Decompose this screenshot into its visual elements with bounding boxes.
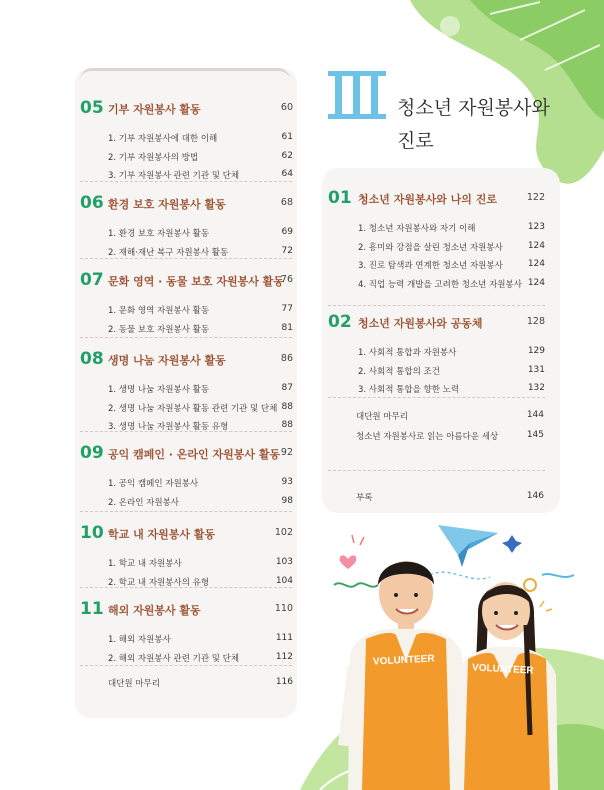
toc-item[interactable]: [80, 301, 293, 320]
toc-item[interactable]: [80, 573, 293, 592]
toc-item-label: 1. 공익 캠페인 자원봉사: [108, 479, 199, 489]
heart-icon: [340, 555, 357, 569]
chapter-number: 01: [328, 188, 352, 208]
toc-item-page: 62: [281, 150, 293, 161]
chapter-heading[interactable]: [80, 443, 293, 465]
appendix-item[interactable]: 부록 146: [356, 491, 544, 503]
chapter-number: 05: [80, 98, 104, 118]
chapter-items: [80, 129, 293, 185]
chapter-page: 60: [280, 102, 293, 113]
unit-title-line1: 청소년 자원봉사와: [397, 97, 550, 119]
chapter-number: 07: [80, 270, 104, 290]
toc-item[interactable]: [328, 256, 545, 275]
toc-item[interactable]: [328, 343, 545, 362]
toc-item[interactable]: [80, 493, 293, 512]
toc-item-page: 111: [275, 633, 293, 643]
left-divider-2: [80, 337, 292, 338]
toc-item-label: 2. 동물 보호 자원봉사 활동: [108, 324, 210, 335]
chapter-heading[interactable]: [80, 523, 293, 545]
toc-item-label: 3. 기부 자원봉사 관련 기관 및 단체: [108, 171, 240, 181]
unit-title-line2: 진로: [397, 130, 434, 152]
toc-item-label: 1. 생명 나눔 자원봉사 활동: [108, 385, 210, 395]
chapter-number: 11: [80, 599, 104, 619]
toc-item-page: 88: [281, 401, 293, 412]
left-divider-5: [80, 587, 292, 588]
toc-item[interactable]: [80, 417, 293, 436]
right-chapter-0: [328, 188, 545, 293]
toc-item-page: 61: [281, 132, 293, 142]
toc-item-page: 77: [281, 304, 293, 314]
chapter-items: [328, 343, 545, 399]
toc-item-page: 72: [281, 245, 293, 256]
left-divider-last: [80, 665, 292, 666]
toc-item[interactable]: [328, 275, 545, 294]
chapter-0: [80, 98, 293, 185]
chapter-page: 128: [526, 316, 545, 327]
right-divider-2: [328, 397, 545, 398]
right-divider-3: [328, 470, 545, 471]
chapter-page: 110: [274, 603, 293, 614]
toc-item-page: 103: [275, 557, 293, 567]
chapter-heading[interactable]: [80, 599, 293, 621]
toc-item[interactable]: [80, 224, 293, 243]
toc-item-label: 1. 환경 보호 자원봉사 활동: [108, 229, 210, 239]
chapter-heading[interactable]: [328, 312, 545, 334]
toc-item[interactable]: [328, 362, 545, 381]
toc-item-page: 129: [527, 346, 545, 356]
toc-item-page: 104: [275, 575, 293, 586]
chapter-title: 공익 캠페인 · 온라인 자원봉사 활동: [108, 448, 281, 461]
chapter-heading[interactable]: [328, 188, 545, 210]
toc-item-label: 2. 학교 내 자원봉사의 유형: [108, 577, 210, 588]
chapter-items: [80, 554, 293, 591]
panel-top-bar: [80, 68, 290, 89]
toc-item-page: 124: [527, 277, 545, 288]
chapter-page: 102: [274, 527, 293, 538]
chapter-page: 92: [280, 447, 293, 458]
toc-item-page: 124: [527, 259, 545, 269]
chapter-number: 06: [80, 193, 104, 213]
toc-item-label: 1. 문화 영역 자원봉사 활동: [108, 306, 210, 316]
chapter-2: [80, 270, 293, 338]
volunteer-illustration: [330, 515, 604, 790]
chapter-title: 청소년 자원봉사와 공동체: [358, 317, 483, 330]
chapter-page: 122: [526, 192, 545, 203]
left-divider-4: [80, 511, 292, 512]
chapter-items: [80, 380, 293, 436]
vest-label-boy: VOLUNTEER: [372, 653, 435, 668]
chapter-page: 86: [280, 353, 293, 364]
chapter-items: [328, 219, 545, 293]
chapter-heading[interactable]: [80, 349, 293, 371]
girl-figure: [454, 582, 558, 790]
left-divider-0: [80, 181, 292, 182]
toc-item-label: 3. 진로 탐색과 연계한 청소년 자원봉사: [358, 261, 503, 271]
chapter-items: [80, 474, 293, 511]
chapter-4: [80, 443, 293, 511]
toc-item-label: 2. 흥미와 강점을 살린 청소년 자원봉사: [358, 242, 503, 253]
toc-item-page: 123: [527, 222, 545, 232]
toc-item-page: 88: [281, 420, 293, 430]
toc-item-page: 87: [281, 383, 293, 393]
chapter-1: [80, 193, 293, 261]
chapter-5: [80, 523, 293, 591]
toc-item-label: 2. 생명 나눔 자원봉사 활동 관련 기관 및 단체: [108, 403, 278, 414]
toc-item-page: 93: [281, 477, 293, 487]
toc-item[interactable]: [328, 380, 545, 399]
chapter-items: [80, 301, 293, 338]
vest-label-girl: VOLUNTEER: [471, 662, 534, 677]
toc-item[interactable]: [80, 554, 293, 573]
toc-item-page: 64: [281, 169, 293, 179]
toc-item-label: 1. 사회적 통합과 자원봉사: [358, 348, 457, 358]
right-reading-item[interactable]: 청소년 자원봉사로 읽는 아름다운 세상 145: [356, 430, 544, 442]
toc-item[interactable]: [80, 148, 293, 167]
toc-item-page: 131: [527, 364, 545, 375]
toc-item-label: 2. 해외 자원봉사 관련 기관 및 단체: [108, 653, 240, 664]
unit-roman-numeral: [326, 70, 388, 120]
chapter-heading[interactable]: [80, 98, 293, 120]
toc-item-label: 2. 사회적 통합의 조건: [358, 366, 440, 377]
right-review-item[interactable]: 대단원 마무리 144: [356, 410, 544, 422]
toc-item-label: 3. 생명 나눔 자원봉사 활동 유형: [108, 422, 229, 432]
toc-item[interactable]: [80, 630, 293, 649]
paper-plane-icon: [438, 525, 498, 567]
toc-item-label: 1. 청소년 자원봉사와 자기 이해: [358, 224, 476, 234]
toc-item-label: 2. 온라인 자원봉사: [108, 497, 179, 508]
unit-title: [397, 92, 550, 158]
toc-item[interactable]: [80, 380, 293, 399]
chapter-number: 09: [80, 443, 104, 463]
chapter-title: 생명 나눔 자원봉사 활동: [108, 354, 226, 367]
chapter-items: [80, 630, 293, 667]
chapter-3: [80, 349, 293, 436]
toc-item-page: 81: [281, 322, 293, 333]
right-chapter-1: [328, 312, 545, 399]
toc-item-label: 2. 재해·재난 복구 자원봉사 활동: [108, 247, 229, 258]
toc-item[interactable]: [80, 474, 293, 493]
toc-item-label: 1. 해외 자원봉사: [108, 635, 171, 645]
left-divider-3: [80, 431, 292, 432]
toc-item-label: 4. 직업 능력 개발을 고려한 청소년 자원봉사: [358, 279, 522, 290]
toc-item[interactable]: [80, 399, 293, 418]
chapter-page: 68: [280, 197, 293, 208]
toc-item-label: 2. 기부 자원봉사의 방법: [108, 152, 199, 163]
toc-item-page: 132: [527, 383, 545, 393]
chapter-title: 청소년 자원봉사와 나의 진로: [358, 193, 497, 206]
chapter-heading[interactable]: [80, 193, 293, 215]
toc-item-label: 1. 기부 자원봉사에 대한 이해: [108, 134, 218, 144]
toc-item[interactable]: [80, 320, 293, 339]
toc-item-page: 69: [281, 227, 293, 237]
chapter-title: 환경 보호 자원봉사 활동: [108, 198, 226, 211]
left-divider-1: [80, 258, 292, 259]
toc-item-page: 112: [275, 651, 293, 662]
chapter-number: 08: [80, 349, 104, 369]
chapter-number: 10: [80, 523, 104, 543]
chapter-title: 해외 자원봉사 활동: [108, 604, 201, 617]
toc-item-label: 3. 사회적 통합을 향한 노력: [358, 385, 460, 395]
toc-item[interactable]: [328, 219, 545, 238]
toc-item-label: 1. 학교 내 자원봉사: [108, 559, 182, 569]
toc-item-page: 98: [281, 495, 293, 506]
toc-item[interactable]: [328, 238, 545, 257]
chapter-items: [80, 224, 293, 261]
toc-item-page: 124: [527, 240, 545, 251]
chapter-title: 문화 영역 · 동물 보호 자원봉사 활동: [108, 275, 284, 288]
chapter-heading[interactable]: [80, 270, 293, 292]
right-divider-1: [328, 305, 545, 306]
toc-item[interactable]: [80, 129, 293, 148]
chapter-title: 기부 자원봉사 활동: [108, 103, 201, 116]
star-icon: [502, 535, 522, 553]
left-review-item[interactable]: 대단원 마무리 116: [108, 677, 293, 689]
boy-figure: [338, 561, 470, 790]
chapter-page: 76: [280, 274, 293, 285]
chapter-number: 02: [328, 312, 352, 332]
chapter-6: [80, 599, 293, 667]
chapter-title: 학교 내 자원봉사 활동: [108, 528, 216, 541]
